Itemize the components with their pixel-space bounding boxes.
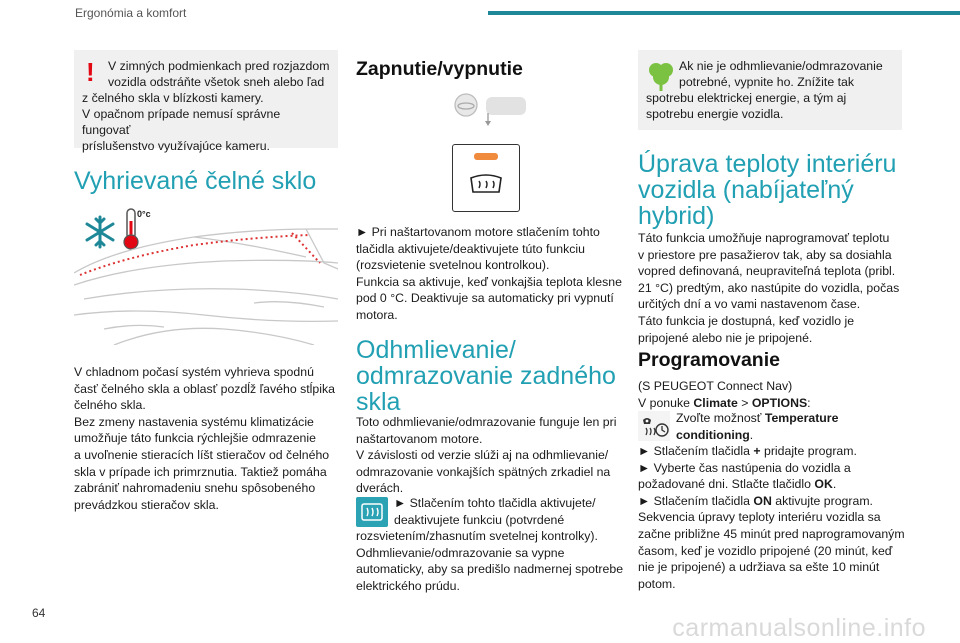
body-line: deaktivujete funkciu (potvrdené bbox=[394, 512, 565, 527]
rear-demist-body-2 bbox=[356, 528, 626, 594]
eco-box bbox=[638, 50, 902, 130]
indicator-light bbox=[474, 153, 498, 160]
heading-rear-demist bbox=[356, 337, 616, 415]
body-line: pod 0 °C. Deaktivuje sa automaticky pri vypnutí bbox=[356, 291, 614, 306]
step-line bbox=[638, 443, 908, 460]
step-text: pridajte program. bbox=[760, 444, 857, 458]
step-text: . bbox=[832, 477, 837, 492]
body-line: tlačidla aktivujete/deaktivujete túto funkciu bbox=[356, 241, 585, 256]
heading-line: Úprava teploty interiéru bbox=[638, 150, 897, 178]
on-off-body bbox=[356, 224, 626, 324]
select-prefix: Zvoľte možnosť bbox=[676, 411, 765, 425]
interior-temperature-body bbox=[638, 230, 908, 346]
heading-line: skla bbox=[356, 388, 401, 416]
step-text: požadované dni. Stlačte tlačidlo bbox=[638, 477, 815, 492]
body-line: pripojené alebo nie je pripojené. bbox=[638, 330, 813, 345]
body-line: a uvoľnenie stieracích líšt stieračov od čelného bbox=[74, 447, 330, 462]
step-line: ► Vyberte čas nastúpenia do vozidla a bbox=[638, 460, 851, 475]
heading-line: vozidla (nabíjateľný bbox=[638, 176, 854, 204]
heated-windscreen-illustration bbox=[74, 203, 338, 345]
rear-demist-body bbox=[356, 414, 626, 497]
heated-windscreen-icon bbox=[470, 172, 502, 201]
warning-box bbox=[74, 50, 338, 153]
option-conditioning: conditioning bbox=[676, 427, 750, 442]
watermark: carmanualsonline.info bbox=[672, 614, 926, 642]
rear-demist-icon-text bbox=[394, 495, 634, 528]
body-line: skla v prípade ich primrznutia. Taktiež pomáha bbox=[74, 464, 327, 479]
body-line: potom. bbox=[638, 576, 676, 591]
eco-line: potrebné, vypnite ho. Znížite tak bbox=[679, 75, 854, 89]
body-line: dverách. bbox=[356, 481, 404, 496]
heading-programming: Programovanie bbox=[638, 349, 780, 371]
heading-line: hybrid) bbox=[638, 202, 715, 230]
eco-leaf-icon bbox=[648, 60, 674, 96]
eco-line: spotrebu energie vozidla. bbox=[646, 107, 784, 121]
page-number: 64 bbox=[32, 606, 46, 620]
body-line: časom, keď je vozidlo pripojené (20 minút, keď bbox=[638, 543, 893, 558]
warning-line: vozidla odstráňte všetok sneh alebo ľad bbox=[108, 75, 325, 89]
body-line: V chladnom počasí systém vyhrieva spodnú bbox=[74, 365, 314, 379]
snowflake-icon bbox=[87, 217, 113, 247]
body-line: čelného skla. bbox=[74, 398, 146, 413]
body-line: Funkcia sa aktivuje, keď vonkajšia teplota klesne bbox=[356, 274, 622, 289]
body-line: Táto funkcia umožňuje naprogramovať teplotu bbox=[638, 231, 890, 245]
body-line: Odhmlievanie/odmrazovanie sa vypne bbox=[356, 545, 565, 560]
body-line: 21 °C) predtým, ako nastúpite do vozidla, počas bbox=[638, 280, 900, 295]
body-line: začne približne 45 minút pred naprogramovaným bbox=[638, 526, 905, 541]
warning-line: príslušenstvo využívajúce kameru. bbox=[82, 139, 270, 153]
menu-suffix: : bbox=[807, 395, 811, 410]
select-end: . bbox=[749, 427, 754, 442]
body-line: elektrického prúdu. bbox=[356, 578, 460, 593]
body-line: (S PEUGEOT Connect Nav) bbox=[638, 379, 793, 393]
body-line bbox=[676, 410, 906, 427]
menu-path-line bbox=[638, 395, 908, 412]
exclamation-icon: ! bbox=[86, 57, 95, 87]
body-line: určitých dní a vo vami nastavenom čase. bbox=[638, 297, 861, 312]
temp-label: 0°c bbox=[137, 209, 151, 219]
menu-separator: > bbox=[737, 395, 752, 410]
warning-line: V opačnom prípade nemusí správne fungovať bbox=[82, 107, 281, 137]
body-line: ► Stlačením tohto tlačidla aktivujete/ bbox=[394, 496, 596, 510]
body-line: naštartovanom motore. bbox=[356, 431, 483, 446]
step-line bbox=[638, 493, 908, 510]
select-option-text bbox=[676, 410, 906, 443]
eco-line: spotrebu elektrickej energie, a tým aj bbox=[646, 91, 847, 105]
body-line: Bez zmeny nastavenia systému klimatizácie bbox=[74, 414, 314, 429]
heading-interior-temperature bbox=[638, 151, 896, 229]
on-label: ON bbox=[753, 493, 772, 508]
body-line: časť čelného skla a oblasť pozdĺž ľavého stĺpika bbox=[74, 381, 335, 396]
body-line bbox=[676, 427, 906, 444]
body-line: automaticky, aby sa predišlo nadmernej spotrebe bbox=[356, 562, 624, 577]
heading-heated-windscreen: Vyhrievané čelné sklo bbox=[74, 167, 317, 195]
programming-intro bbox=[638, 378, 908, 411]
body-line: Sekvencia úpravy teploty interiéru vozidla sa bbox=[638, 510, 881, 525]
plus-label: + bbox=[753, 444, 761, 458]
step-text: aktivujte program. bbox=[771, 493, 873, 508]
body-line: ► Pri naštartovanom motore stlačením tohto bbox=[356, 225, 600, 239]
menu-climate: Climate bbox=[693, 395, 738, 410]
temperature-conditioning-icon bbox=[638, 411, 670, 441]
step-line bbox=[638, 476, 908, 493]
body-line: vopred definovaná, neupraviteľná teplota (pribl. bbox=[638, 264, 896, 279]
rear-demist-button-icon bbox=[356, 497, 388, 527]
running-header: Ergonómia a komfort bbox=[75, 6, 187, 20]
warning-line: z čelného skla v blízkosti kamery. bbox=[82, 91, 264, 105]
body-line: umožňuje táto funkcia rýchlejšie odmrazenie bbox=[74, 431, 316, 446]
option-temperature: Temperature bbox=[764, 411, 839, 425]
heading-line: odmrazovanie zadného bbox=[356, 362, 616, 390]
body-line: prevádzkou stieračov skla. bbox=[74, 497, 219, 512]
step-text: ► Stlačením tlačidla bbox=[638, 493, 754, 508]
body-line: v priestore pre pasažierov tak, aby sa dosiahla bbox=[638, 247, 892, 262]
body-line: Táto funkcia je dostupná, keď vozidlo je bbox=[638, 313, 855, 328]
menu-options: OPTIONS bbox=[751, 395, 808, 410]
body-line: nie je pripojené) a udržiava sa ešte 10 minút bbox=[638, 560, 880, 575]
body-line: odmrazovanie vonkajších spätných zrkadiel na bbox=[356, 464, 611, 479]
menu-prefix: V ponuke bbox=[638, 395, 694, 410]
heated-windscreen-button[interactable] bbox=[452, 144, 520, 212]
ok-label: OK bbox=[814, 477, 833, 492]
step-text: ► Stlačením tlačidla bbox=[638, 444, 754, 458]
body-line: V závislosti od verzie slúži aj na odhmlievanie/ bbox=[356, 448, 609, 463]
body-line: motora. bbox=[356, 307, 398, 322]
programming-steps bbox=[638, 443, 908, 592]
warning-line: V zimných podmienkach pred rozjazdom bbox=[108, 59, 330, 73]
body-line: (rozsvietenie svetelnou kontrolkou). bbox=[356, 258, 550, 273]
body-line: zabrániť nahromadeniu snehu spôsobeného bbox=[74, 481, 316, 496]
heading-line: Odhmlievanie/ bbox=[356, 336, 516, 364]
steering-stalk-illustration bbox=[448, 93, 528, 129]
heated-windscreen-body bbox=[74, 364, 354, 513]
thermometer-icon bbox=[124, 209, 138, 249]
header-accent-bar bbox=[488, 11, 960, 15]
body-line: Toto odhmlievanie/odmrazovanie funguje len pri bbox=[356, 415, 617, 429]
eco-line: Ak nie je odhmlievanie/odmrazovanie bbox=[679, 59, 883, 73]
heading-on-off: Zapnutie/vypnutie bbox=[356, 58, 523, 80]
body-line: rozsvietením/zhasnutím svetelnej kontrolky). bbox=[356, 529, 598, 543]
